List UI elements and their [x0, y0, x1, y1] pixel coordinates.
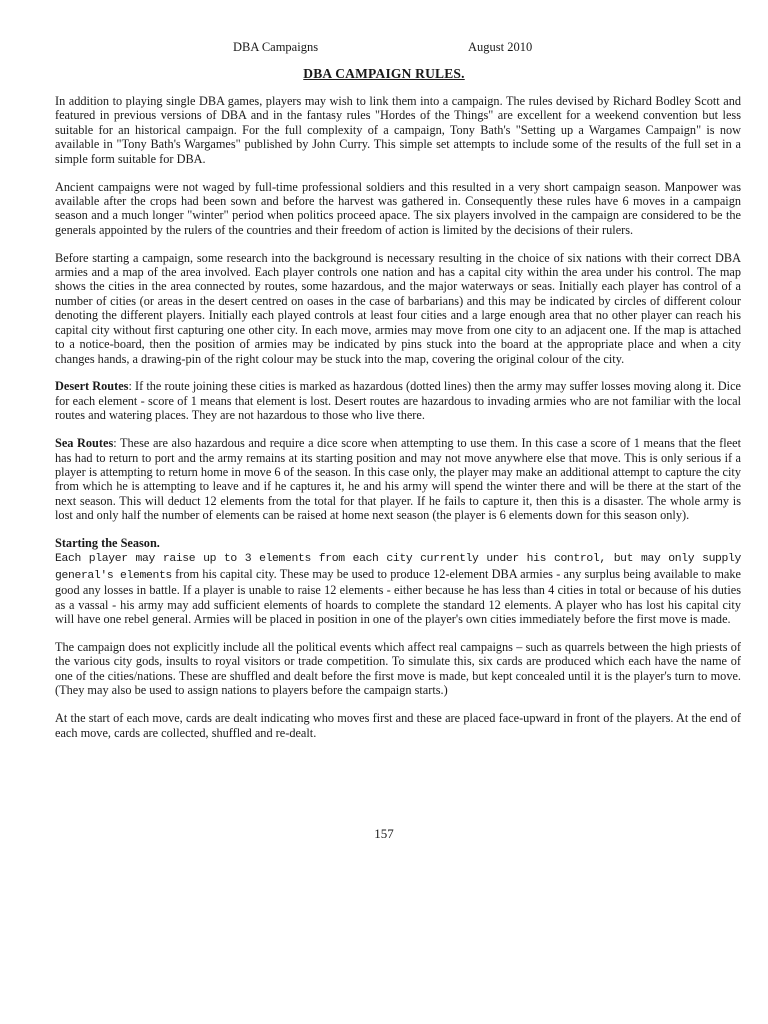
paragraph-starting-season: [55, 536, 741, 626]
header-title: DBA Campaigns: [233, 40, 319, 54]
page-number: 157: [374, 826, 394, 841]
paragraph-before-starting: Before starting a campaign, some research into the background is necessary resulting in the choice of six nations with their correct DBA armies and a map of the area involved. Each player controls one nation and has a capital city within the area under his control. The map shows the cities in the area connected by routes, some hazardous, and the major waterways or seas. Initially each player has control of a number of cities (or areas in the desert centred on oases in the case of barbarians) and this may be indicated by circles of different colour denoting the different players. Initially each played controls at least four cities and a large enough area that no other player can reach his capital city without first capturing one other city. In each move, armies may move from one city to an adjacent one. If the map is attached to a notice-board, then the position of armies may be indicated by pins stuck into the board at the appropriate place and when a city changes hands, a drawing-pin of the right colour may be stuck into the map, covering the original colour of the city.: [55, 250, 741, 366]
header-date: August 2010: [468, 40, 533, 54]
starting-season-text: from his capital city. These may be used to produce 12-element DBA armies - any surplus being available to make good any losses in battle. If a player is unable to raise 12 elements - either because he has less than 4 cities in total or because of his duties as a vassal - his army may add sufficient elements of hoards to complete the standard 12 elements. A player who has lost his capital city will have one rebel general. Armies will be placed in position in one of the player's own cities immediately before the first move is made.: [55, 566, 741, 627]
paragraph-political-events: The campaign does not explicitly include all the political events which affect real campaigns – such as quarrels between the high priests of the various city gods, insults to royal visitors or trade competition. To simulate this, six cards are produced which each have the name of one of the cities/nations. These are shuffled and dealt before the first move is made, but kept concealed until it is the player's turn to move. (They may also be used to assign nations to players before the campaign starts.): [55, 640, 741, 698]
desert-routes-text: : If the route joining these cities is marked as hazardous (dotted lines) then the army may suffer losses moving along it. Dice for each element - score of 1 means that element is lost. Desert routes are hazardous to invading armies who are not familiar with the local routes and watering places. They are not hazardous to those who live there.: [55, 379, 741, 423]
sea-routes-text: : These are also hazardous and require a dice score when attempting to use them. In this case a score of 1 means that the fleet has had to return to port and the army remains at its starting position and may not move anywhere else that move. This is only serious if a player is attempting to return home in move 6 of the season. In this case only, the player may make an additional attempt to capture the city from which he is attempting to leave and if he captures it, he and his army will spend the winter there and will be there at the start of the next season. This will deduct 12 elements from the total for that player. If he fails to capture it, then this is a disaster. The whole army is lost and only half the number of elements can be raised at home next season (the player is 6 elements down for this season only).: [55, 436, 741, 523]
running-header: [0, 40, 768, 56]
sea-routes-heading: Sea Routes: [55, 436, 114, 451]
desert-routes-heading: Desert Routes: [55, 379, 129, 394]
paragraph-introduction: In addition to playing single DBA games, players may wish to link them into a campaign. The rules devised by Richard Bodley Scott and featured in previous versions of DBA and in the fantasy rules "Hordes of the Things" are excellent for a weekend convention but less suitable for an historical campaign. For the full complexity of a campaign, Tony Bath's "Setting up a Wargames Campaign" is now available in "Tony Bath's Wargames" published by John Curry. This simple set attempts to include some of the results of the full set in a simple form suitable for DBA.: [55, 94, 741, 166]
starting-season-typed-line: Each player may raise up to 3 elements from each city currently under his control, but may only supply general's elements: [55, 553, 741, 582]
paragraph-ancient-campaigns: Ancient campaigns were not waged by full-time professional soldiers and this resulted in a very short campaign season. Manpower was available after the crops had been sown and before the harvest was gathered in. Consequently these rules have 6 moves in a campaign season and a much longer "winter" period when politics proceed apace. The six players involved in the campaign are considered to be the generals appointed by the rulers of the countries and their freedom of action is limited by the decisions of their rulers.: [55, 179, 741, 237]
paragraph-desert-routes: [55, 379, 741, 422]
page-title: DBA CAMPAIGN RULES.: [303, 66, 465, 81]
paragraph-cards-dealt: At the start of each move, cards are dealt indicating who moves first and these are placed face-upward in front of the players. At the end of each move, cards are collected, shuffled and re-dealt.: [55, 711, 741, 740]
starting-season-heading: Starting the Season.: [55, 536, 160, 551]
paragraph-sea-routes: [55, 436, 741, 522]
document-body: [55, 94, 741, 753]
